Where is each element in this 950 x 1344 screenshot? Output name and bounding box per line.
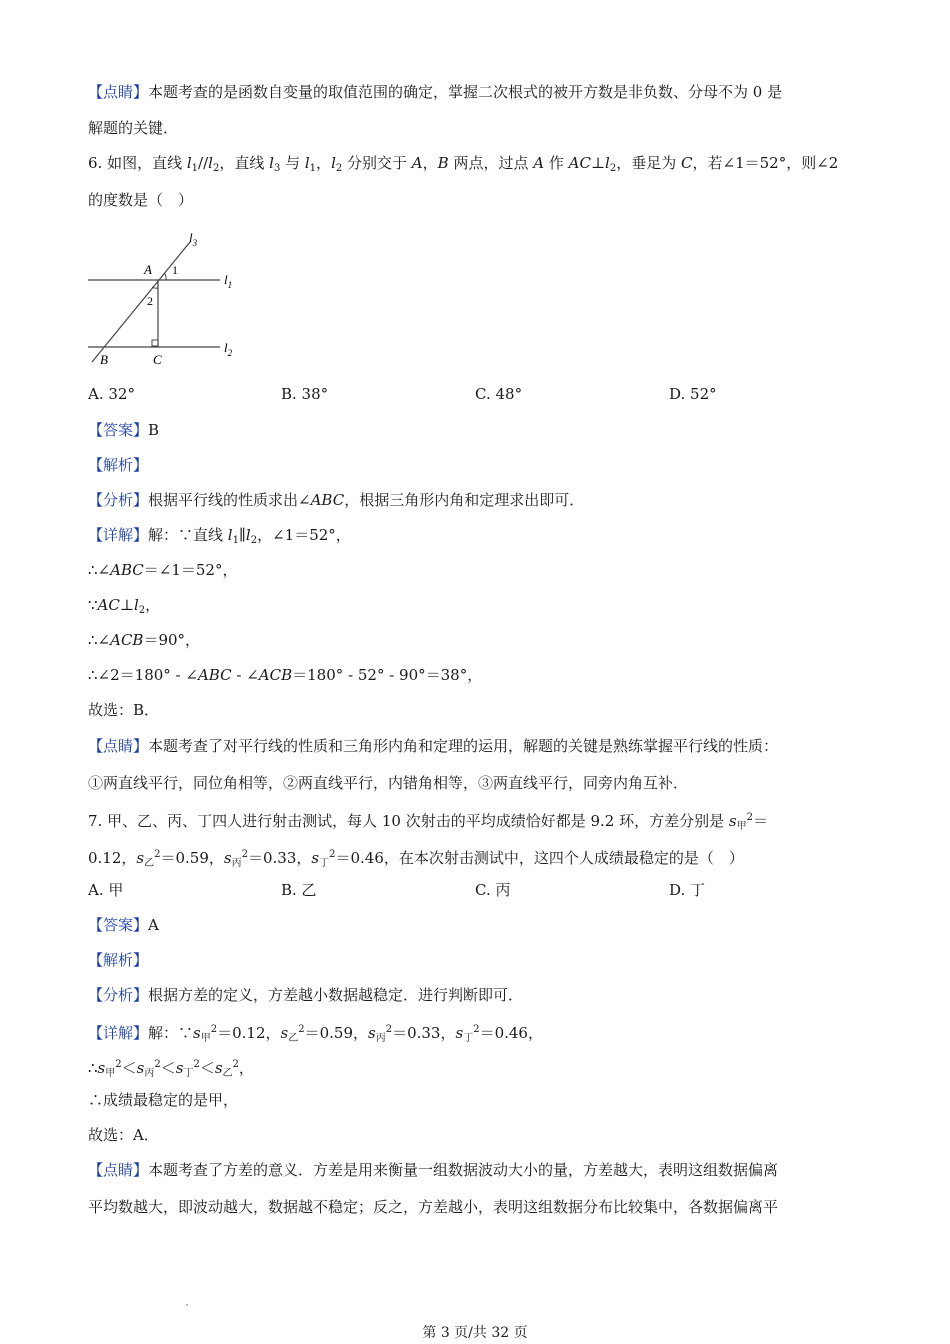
q6-fenxi: 【分析】根据平行线的性质求出∠ABC，根据三角形内角和定理求出即可．	[88, 491, 585, 509]
stray-dot	[186, 1304, 188, 1306]
svg-text:l2: $l_2$	[224, 340, 233, 358]
q7-stem-line1: 7. 甲、乙、丙、丁四人进行射击测试，每人 10 次射击的平均成绩恰好都是 9.2 环，方差分别是 $s_甲^2=$	[88, 812, 768, 832]
svg-text:l3: $l_3$	[189, 230, 198, 248]
q6-comment-line1: 【点睛】本题考查了对平行线的性质和三角形内角和定理的运用，解题的关键是熟练掌握平行线的性质：	[88, 737, 779, 755]
q7-option-d[interactable]: D. 丁	[669, 881, 706, 899]
q7-option-c[interactable]: C. 丙	[475, 881, 511, 899]
label-a: A	[144, 262, 152, 277]
q6-option-b[interactable]: B. 38°	[281, 385, 329, 403]
q6-comment-line2: ①两直线平行，同位角相等，②两直线平行，内错角相等，③两直线平行，同旁内角互补．	[88, 774, 689, 792]
comment-text: 解题的关键．	[88, 119, 179, 137]
q7-fenxi: 【分析】根据方差的定义，方差越小数据越稳定．进行判断即可．	[88, 986, 524, 1004]
q6-step4: ∴∠2＝180° - ∠ABC - ∠ACB＝180° - 52° - 90°＝38°，	[88, 666, 483, 684]
right-angle-mark	[152, 340, 158, 346]
q7-analysis-heading: 【解析】	[88, 951, 149, 969]
label-l2: l	[224, 340, 228, 355]
q6-analysis-heading: 【解析】	[88, 456, 149, 474]
q6-choose: 故选：B．	[88, 701, 160, 719]
q7-option-b[interactable]: B. 乙	[281, 881, 317, 899]
label-l1: l	[224, 272, 228, 287]
q7-comment-line2: 平均数越大，即波动越大，数据越不稳定；反之，方差越小，表明这组数据分布比较集中，各数据偏离平	[88, 1198, 779, 1216]
label-angle1: 1	[172, 263, 178, 277]
q6-step2: $\because AC\perp l_2$，	[88, 596, 161, 616]
label-c: C	[153, 352, 162, 367]
q7-option-a[interactable]: A. 甲	[88, 881, 124, 899]
q6-option-d[interactable]: D. 52°	[669, 385, 717, 403]
q6-detail: 【详解】解：∵直线 $l_1\parallel l_2$，∠1＝52°，	[88, 526, 351, 546]
angle2-arc	[152, 287, 158, 288]
q6-geometry-figure	[86, 228, 256, 370]
q6-option-a[interactable]: A. 32°	[88, 385, 135, 403]
q7-comment-line1: 【点睛】本题考查了方差的意义．方差是用来衡量一组数据波动大小的量，方差越大，表明这组数据偏离	[88, 1161, 779, 1179]
q5-comment-line1	[88, 82, 782, 102]
q7-stem-line2: 0.12，$s_乙^2=0.59$，$s_丙^2=0.33$，$s_丁^2=0.46$，在本次射击测试中，这四个人成绩最稳定的是（ ）	[88, 849, 744, 869]
q7-choose: 故选：A．	[88, 1126, 159, 1144]
q5-comment-line2	[88, 118, 178, 138]
comment-text: 本题考查的是函数自变量的取值范围的确定，掌握二次根式的被开方数是非负数、分母不为 0 是	[148, 83, 783, 101]
q6-step3: ∴∠ACB＝90°，	[88, 631, 201, 649]
q6-answer: 【答案】B	[88, 421, 160, 439]
label-b: B	[100, 352, 108, 367]
label-angle2: 2	[147, 294, 153, 308]
q7-inequality: $\therefore s_甲^2<s_丙^2<s_丁^2<s_乙^2$，	[88, 1059, 254, 1079]
q7-answer: 【答案】A	[88, 916, 159, 934]
q6-step1: ∴∠ABC＝∠1＝52°，	[88, 561, 238, 579]
q6-option-c[interactable]: C. 48°	[475, 385, 523, 403]
q7-detail: 【详解】解：$\because s_甲^2=0.12$，$s_乙^2=0.59$，$s_丙^2=0.33$，$s_丁^2=0.46$，	[88, 1024, 543, 1044]
comment-tag: 【点睛】	[88, 83, 149, 101]
label-l3: l	[189, 230, 193, 245]
line-l3	[92, 242, 190, 362]
svg-text:l1: $l_1$	[224, 272, 233, 290]
q7-conclusion: ∴成绩最稳定的是甲，	[88, 1091, 239, 1109]
q6-stem-line1: 6. 如图，直线 $l_1//l_2$，直线 $l_3$ 与 $l_1$，$l_2$ 分别交于 A，B 两点，过点 A 作 $AC\perp l_2$，垂足为 C，若∠1＝52°，则∠2	[88, 154, 839, 174]
page-footer: 第 3 页/共 32 页	[422, 1325, 528, 1341]
angle1-arc	[164, 273, 166, 280]
q6-stem-line2: 的度数是（ ）	[88, 191, 194, 209]
